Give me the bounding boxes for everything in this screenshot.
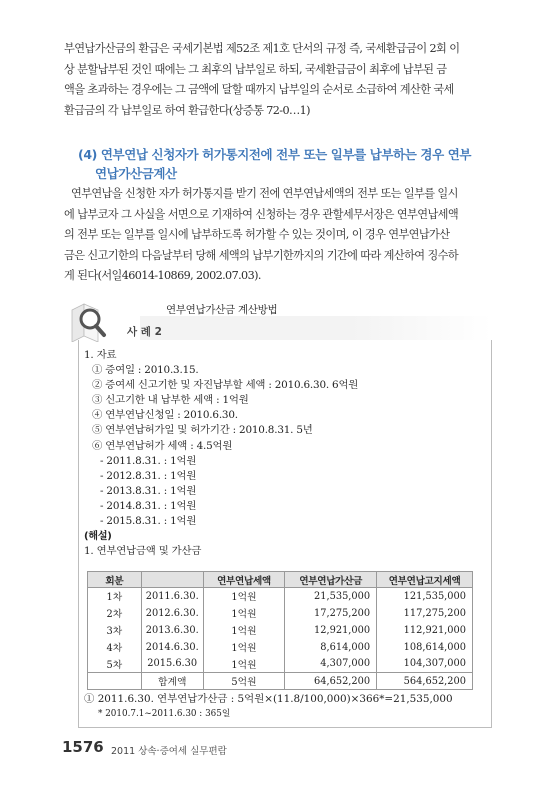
explanation-heading: (해설) — [84, 531, 112, 543]
table-cell: 2차 — [88, 605, 142, 622]
data-item: ⑤ 연부연납허가일 및 허가기간 : 2010.8.31. 5년 — [92, 424, 313, 437]
table-cell: 4,307,000 — [285, 656, 377, 673]
data-item: ③ 신고기한 내 납부한 세액 : 1억원 — [92, 394, 249, 407]
table-heading: 1. 연부연납금액 및 가산금 — [84, 545, 202, 558]
installment-item: - 2011.8.31. : 1억원 — [100, 454, 197, 467]
example-header — [62, 300, 492, 340]
table-cell: 104,307,000 — [377, 656, 473, 673]
installment-item: - 2014.8.31. : 1억원 — [100, 499, 197, 512]
table-header-row — [88, 572, 473, 588]
section-heading — [78, 145, 492, 183]
data-heading: 1. 자료 — [84, 349, 117, 361]
table-cell: 17,275,200 — [285, 605, 377, 622]
calculation-table — [87, 571, 473, 690]
table-cell: 합계액 — [141, 673, 203, 690]
data-item: ② 증여세 신고기한 및 자진납부할 세액 : 2010.6.30. 6억원 — [92, 379, 359, 392]
table-cell: 1억원 — [203, 656, 285, 673]
table-cell: 64,652,200 — [285, 673, 377, 690]
example-content — [84, 348, 489, 559]
table-cell: 1억원 — [203, 605, 285, 622]
table-cell: 1억원 — [203, 622, 285, 639]
table-cell: 2011.6.30. — [141, 588, 203, 605]
text-line: 부연납가산금의 환급은 국세기본법 제52조 제1호 단서의 규정 즉, 국세환급금이 2회 이 — [64, 42, 460, 55]
data-item: ① 증여일 : 2010.3.15. — [92, 364, 199, 377]
table-row — [88, 605, 473, 622]
header-cell: 회분 — [88, 572, 142, 588]
table-cell: 564,652,200 — [377, 673, 473, 690]
heading-line: (4) 연부연납 신청자가 허가통지전에 전부 또는 일부를 납부하는 경우 연부 — [78, 147, 472, 162]
table-cell: 4차 — [88, 639, 142, 656]
text-line: 의 전부 또는 일부를 일시에 납부하도록 허가할 수 있는 것이며, 이 경우 연부연납가산 — [64, 228, 450, 241]
data-item: ④ 연부연납신청일 : 2010.6.30. — [92, 409, 238, 422]
table-cell: 21,535,000 — [285, 588, 377, 605]
calculation-footnote — [84, 692, 489, 722]
example-title: 연부연납가산금 계산방법 — [166, 304, 278, 316]
table-cell: 117,275,200 — [377, 605, 473, 622]
page-number: 1576 — [62, 738, 104, 756]
text-line: 연부연납을 신청한 자가 허가통지를 받기 전에 연부연납세액의 전부 또는 일부를 일시 — [71, 187, 458, 200]
table-cell: 2015.6.30 — [141, 656, 203, 673]
table-row — [88, 639, 473, 656]
magnifier-icon — [70, 302, 110, 342]
intro-paragraph — [64, 39, 492, 121]
data-item: ⑥ 연부연납허가 세액 : 4.5억원 — [92, 439, 233, 452]
table-row — [88, 656, 473, 673]
header-cell: 연부연납가산금 — [285, 572, 377, 588]
book-title: 2011 상속·증여세 실무편람 — [111, 746, 227, 757]
footnote-sub: * 2010.7.1~2011.6.30 : 365일 — [98, 709, 231, 719]
table-cell: 3차 — [88, 622, 142, 639]
example-label: 사 례 2 — [127, 326, 162, 338]
text-line: 상 분할납부된 것인 때에는 그 최후의 납부일로 하되, 국세환급금이 최후에 납부된 금 — [64, 62, 447, 76]
table-cell: 1억원 — [203, 588, 285, 605]
footnote-line: ① 2011.6.30. 연부연납가산금 : 5억원×(11.8/100,000)×366*=21,535,000 — [84, 693, 453, 705]
table-cell: 108,614,000 — [377, 639, 473, 656]
text-line: 액을 초과하는 경우에는 그 금액에 달할 때까지 납부일의 순서로 소급하여 계산한 국세 — [64, 83, 454, 96]
table-cell: 8,614,000 — [285, 639, 377, 656]
table-cell: 112,921,000 — [377, 622, 473, 639]
table-row — [88, 588, 473, 605]
table-cell: 1억원 — [203, 639, 285, 656]
heading-line: 연납가산금계산 — [95, 166, 177, 181]
table-cell: 2012.6.30. — [141, 605, 203, 622]
header-cell: 연부연납세액 — [203, 572, 285, 588]
table-cell: 2014.6.30. — [141, 639, 203, 656]
header-cell: 연부연납고지세액 — [377, 572, 473, 588]
table-cell — [88, 673, 142, 690]
body-paragraph — [64, 184, 492, 287]
table-cell: 1차 — [88, 588, 142, 605]
table-total-row — [88, 673, 473, 690]
table-cell: 2013.6.30. — [141, 622, 203, 639]
text-line: 게 된다(서일46014-10869, 2002.07.03). — [64, 269, 261, 282]
table-cell: 121,535,000 — [377, 588, 473, 605]
text-line: 에 납부코자 그 사실을 서면으로 기재하여 신청하는 경우 관할세무서장은 연부연납세액 — [64, 207, 459, 221]
table-cell: 5차 — [88, 656, 142, 673]
header-cell — [141, 572, 203, 588]
installment-item: - 2013.8.31. : 1억원 — [100, 484, 197, 497]
table-cell: 12,921,000 — [285, 622, 377, 639]
installment-item: - 2012.8.31. : 1억원 — [100, 469, 197, 482]
table-row — [88, 622, 473, 639]
installment-item: - 2015.8.31. : 1억원 — [100, 515, 197, 528]
example-title-band — [140, 316, 492, 340]
text-line: 환급금의 각 납부일로 하여 환급한다(상증통 72-0…1) — [64, 103, 310, 117]
text-line: 금은 신고기한의 다음날부터 당해 세액의 납부기한까지의 기간에 따라 계산하여 징수하 — [64, 248, 459, 262]
table-cell: 5억원 — [203, 673, 285, 690]
